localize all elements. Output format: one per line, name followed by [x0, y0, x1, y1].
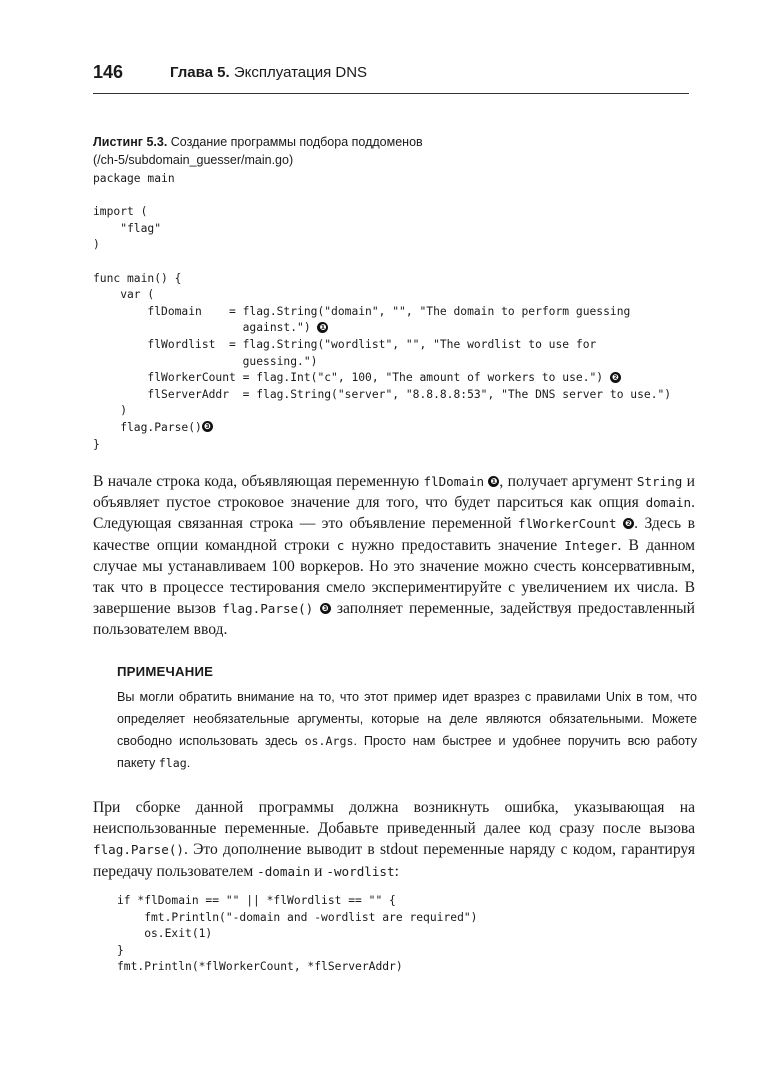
inline-code: Integer [564, 537, 618, 553]
note-box [117, 664, 697, 774]
code-line: fmt.Println("-domain and -wordlist are required") [117, 910, 478, 924]
code-line: guessing.") [93, 354, 318, 368]
code-line: flDomain = flag.String("domain", "", "The domain to perform guessing [93, 304, 631, 318]
inline-code: domain [645, 495, 692, 511]
listing-label: Листинг 5.3. [93, 135, 168, 149]
code-line: } [93, 437, 100, 451]
code-line: package main [93, 172, 175, 185]
callout-marker-3: ❸ [320, 603, 331, 614]
inline-code: flDomain [423, 474, 485, 489]
code-line: var ( [93, 288, 155, 302]
chapter-label: Глава 5. [170, 64, 230, 81]
page-header [93, 62, 684, 88]
inline-code: -wordlist [326, 863, 395, 879]
inline-code: flWorkerCount [518, 516, 617, 532]
code-line: "flag" [93, 221, 162, 235]
paragraph-instructions: При сборке данной программы должна возникнуть ошибка, указывающая на неиспользованные переменные. Добавьте приведенный далее код сразу после вызова flag.Parse(). Это дополнение выводит в stdout переменные наряду с кодом, гарантируя передачу пользователем -domain и -wordlist: [93, 799, 695, 880]
inline-code: os.Args [304, 734, 354, 748]
note-text: Вы могли обратить внимание на то, что этот пример идет вразрез с правилами Unix в том, что определяет необязательные аргументы, которые на деле являются обязательными. Можете свободно использовать здесь os.Args. Просто нам быстрее и удобнее поручить всю работу пакету flag. [117, 690, 697, 770]
inline-code: flag [158, 756, 187, 770]
code-line: import ( [93, 205, 148, 219]
code-line: func main() { [93, 271, 182, 285]
inline-code: flag.Parse() [93, 842, 184, 858]
header-rule [93, 93, 689, 94]
inline-code: flag.Parse() [222, 601, 314, 617]
paragraph-explanation: В начале строка кода, объявляющая переменную flDomain ❶ , получает аргумент String и объявляет пустое строковое значение для того, что будет парситься как опция domain. Следующая связанная строка — это объявление переменной flWorkerCount ❷ . Здесь в качестве опции командной строки c нужно предоставить значение Integer. В данном случае мы устанавливаем 100 воркеров. Но это значение можно счесть консервативным, так что в процессе тестирования смело экспериментируйте с увеличением их числа. В завершение вызов flag.Parse() ❸ заполняет переменные, задействуя предоставленный пользователем ввод. [93, 473, 695, 639]
inline-code: String [636, 474, 683, 489]
callout-marker-2: ❷ [623, 518, 634, 529]
callout-marker-3: ❸ [202, 421, 213, 432]
inline-code: c [336, 537, 345, 553]
listing-code [93, 171, 671, 453]
code-line: } [117, 943, 124, 957]
running-head [170, 64, 367, 81]
code-line: flWordlist = flag.String("wordlist", "", "The wordlist to use for [93, 337, 597, 351]
chapter-title: Эксплуатация DNS [233, 64, 368, 81]
code-line: ) [93, 404, 128, 418]
listing-path: (/ch-5/subdomain_guesser/main.go) [93, 153, 294, 167]
code-line: ) [93, 238, 100, 252]
note-title: ПРИМЕЧАНИЕ [117, 664, 214, 679]
callout-marker-2: ❷ [610, 372, 621, 383]
callout-marker-1: ❶ [488, 476, 499, 487]
code-line: os.Exit(1) [117, 927, 213, 941]
code-line: fmt.Println(*flWorkerCount, *flServerAddr) [117, 960, 403, 974]
code-line: flServerAddr = flag.String("server", "8.8.8.8:53", "The DNS server to use.") [93, 387, 672, 401]
page-number: 146 [93, 62, 124, 82]
callout-marker-1: ❶ [317, 322, 328, 333]
code-line: if *flDomain == "" || *flWordlist == "" { [117, 894, 396, 907]
inline-code: -domain [257, 863, 311, 879]
listing-caption [93, 133, 683, 169]
code-line: flWorkerCount = flag.Int("c", 100, "The amount of workers to use.") [93, 371, 604, 385]
code-line: against.") [93, 321, 311, 335]
listing-title: Создание программы подбора поддоменов [170, 135, 423, 149]
code-snippet [117, 893, 477, 976]
code-line: flag.Parse() [93, 420, 202, 434]
